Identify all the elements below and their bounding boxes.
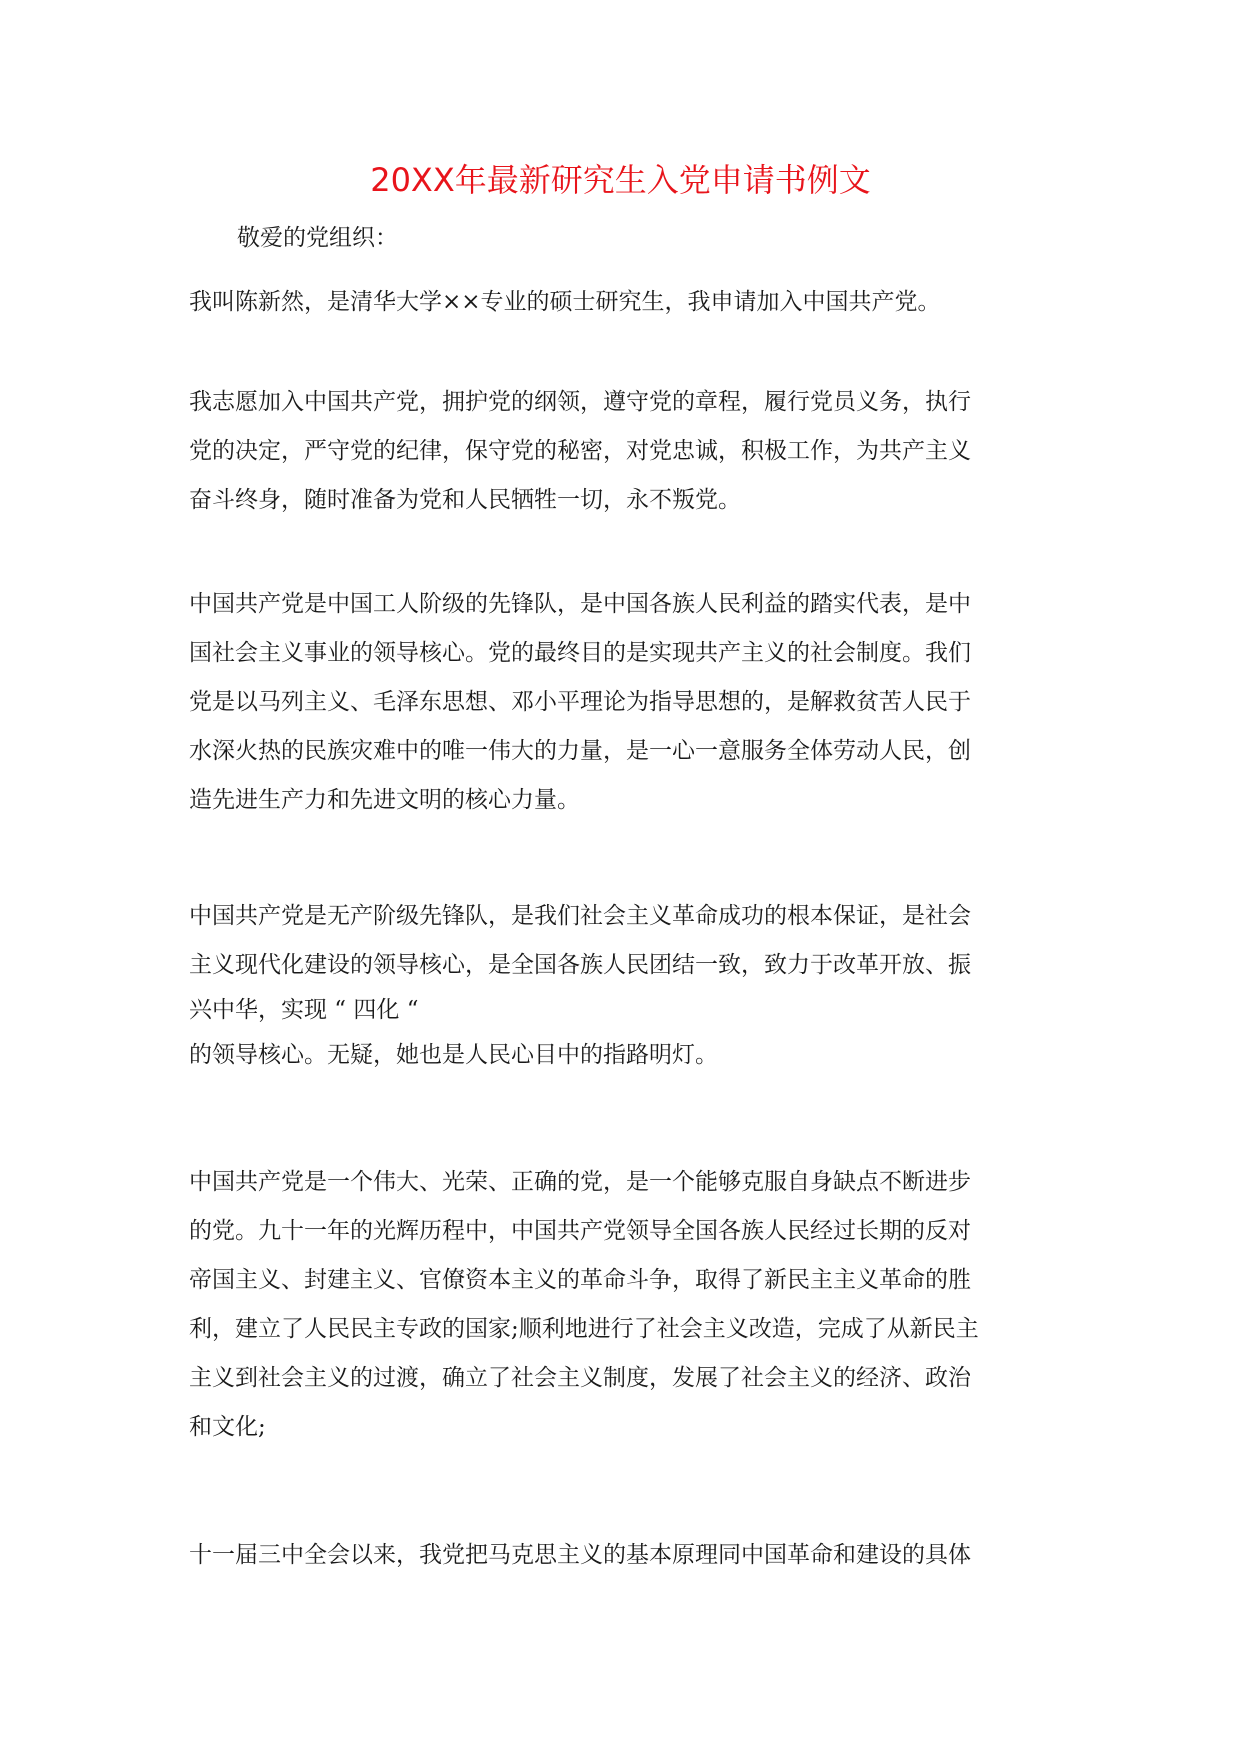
paragraph-line: 水深火热的民族灾难中的唯一伟大的力量，是一心一意服务全体劳动人民，创: [189, 738, 971, 764]
paragraph-line: 中国共产党是一个伟大、光荣、正确的党，是一个能够克服自身缺点不断进步: [189, 1169, 971, 1195]
paragraph-line: 党是以马列主义、毛泽东思想、邓小平理论为指导思想的，是解救贫苦人民于: [189, 689, 971, 715]
paragraph-line: 和文化;: [189, 1414, 266, 1440]
paragraph-6: [189, 1531, 1069, 1580]
paragraph-line: 党的决定，严守党的纪律，保守党的秘密，对党忠诚，积极工作，为共产主义: [189, 438, 971, 464]
paragraph-1: [189, 278, 1069, 327]
salutation: 敬爱的党组织：: [237, 225, 398, 251]
paragraph-3: [189, 580, 1069, 825]
paragraph-5: [189, 1158, 1069, 1452]
paragraph-line: 造先进生产力和先进文明的核心力量。: [189, 787, 580, 813]
paragraph-line: 中国共产党是无产阶级先锋队，是我们社会主义革命成功的根本保证，是社会: [189, 903, 971, 929]
paragraph-line: 主义现代化建设的领导核心，是全国各族人民团结一致，致力于改革开放、振: [189, 952, 971, 978]
paragraph-line: 我志愿加入中国共产党，拥护党的纲领，遵守党的章程，履行党员义务，执行: [189, 389, 971, 415]
paragraph-line: 的党。九十一年的光辉历程中，中国共产党领导全国各族人民经过长期的反对: [189, 1218, 971, 1244]
paragraph-line: 主义到社会主义的过渡，确立了社会主义制度，发展了社会主义的经济、政治: [189, 1365, 971, 1391]
document-title: 20XX年最新研究生入党申请书例文: [370, 161, 871, 199]
paragraph-line: 十一届三中全会以来，我党把马克思主义的基本原理同中国革命和建设的具体: [189, 1542, 971, 1568]
paragraph-line: 兴中华，实现 “ 四化 “: [189, 997, 419, 1023]
paragraph-line: 我叫陈新然，是清华大学××专业的硕士研究生，我申请加入中国共产党。: [189, 289, 941, 315]
paragraph-line: 帝国主义、封建主义、官僚资本主义的革命斗争，取得了新民主主义革命的胜: [189, 1267, 971, 1293]
paragraph-line: 奋斗终身，随时准备为党和人民牺牲一切，永不叛党。: [189, 487, 741, 513]
paragraph-4: [189, 892, 1069, 1080]
paragraph-line: 利，建立了人民民主专政的国家;顺利地进行了社会主义改造，完成了从新民主: [189, 1316, 979, 1342]
paragraph-line: 中国共产党是中国工人阶级的先锋队，是中国各族人民利益的踏实代表，是中: [189, 591, 971, 617]
paragraph-line: 国社会主义事业的领导核心。党的最终目的是实现共产主义的社会制度。我们: [189, 640, 971, 666]
paragraph-line: 的领导核心。无疑，她也是人民心目中的指路明灯。: [189, 1042, 718, 1068]
paragraph-2: [189, 378, 1069, 525]
